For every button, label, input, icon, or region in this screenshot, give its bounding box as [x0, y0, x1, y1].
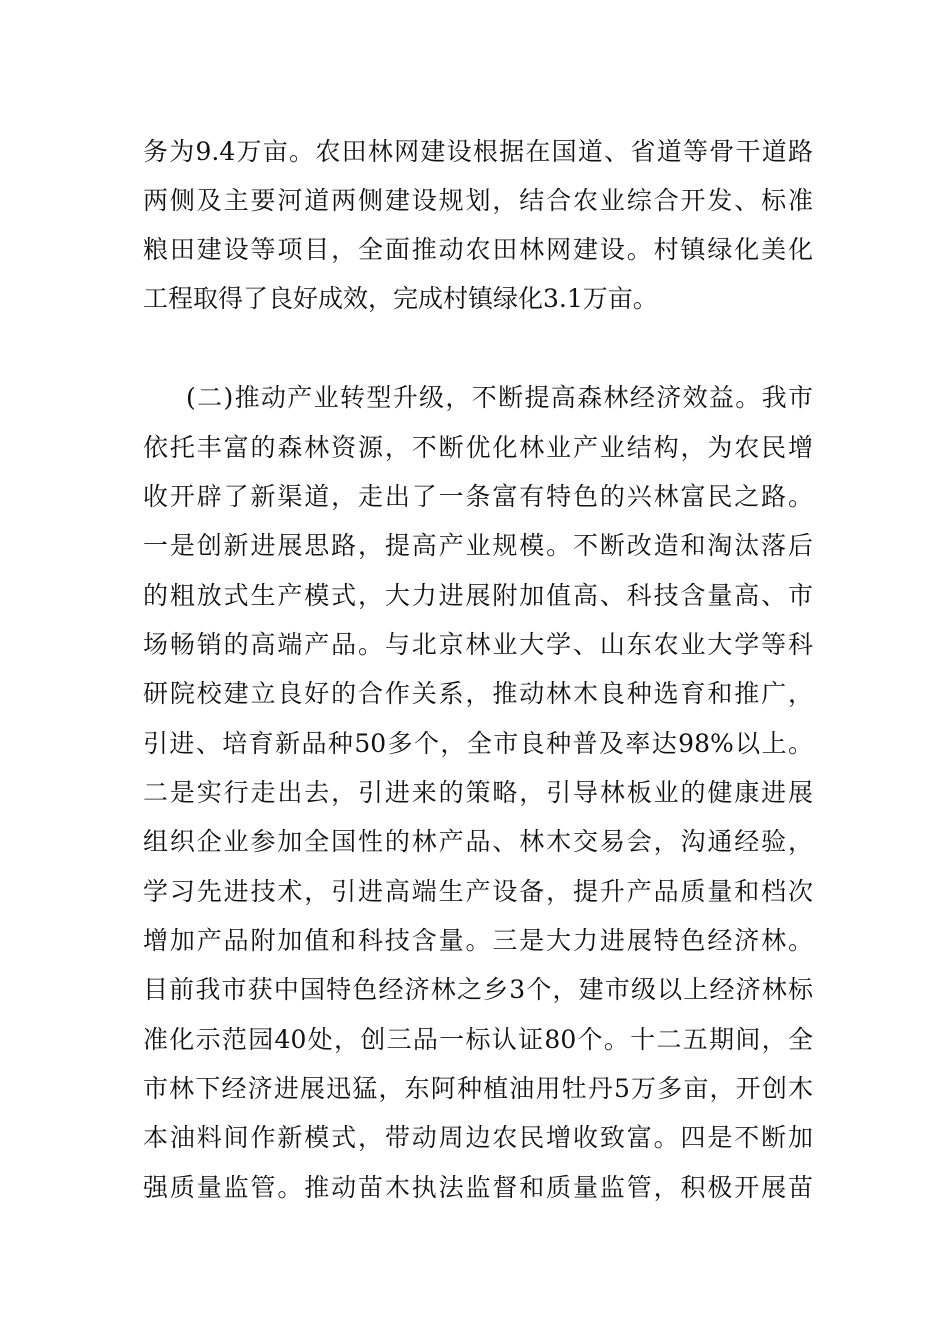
- paragraph-line: 引进、培育新品种50多个，全市良种普及率达98%以上。: [143, 729, 813, 758]
- paragraph-line: 收开辟了新渠道，走出了一条富有特色的兴林富民之路。: [143, 482, 813, 511]
- paragraph-line: 二是实行走出去，引进来的策略，引导林板业的健康进展: [143, 778, 813, 807]
- paragraph-line: 一是创新进展思路，提高产业规模。不断改造和淘汰落后: [143, 531, 813, 560]
- paragraph-line: 务为9.4万亩。农田林网建设根据在国道、省道等骨干道路: [143, 137, 813, 166]
- paragraph-line: 强质量监管。推动苗木执法监督和质量监管，积极开展苗: [143, 1173, 813, 1202]
- paragraph-line: 两侧及主要河道两侧建设规划，结合农业综合开发、标准: [143, 186, 813, 215]
- paragraph-line: 工程取得了良好成效，完成村镇绿化3.1万亩。: [143, 284, 658, 313]
- paragraph-line: (二)推动产业转型升级，不断提高森林经济效益。我市: [186, 383, 813, 412]
- paragraph-line: 本油料间作新模式，带动周边农民增收致富。四是不断加: [143, 1123, 813, 1152]
- paragraph-line: 依托丰富的森林资源，不断优化林业产业结构，为农民增: [143, 433, 813, 462]
- paragraph-line: 目前我市获中国特色经济林之乡3个，建市级以上经济林标: [143, 975, 813, 1004]
- paragraph-line: 增加产品附加值和科技含量。三是大力进展特色经济林。: [143, 926, 813, 955]
- paragraph-line: 研院校建立良好的合作关系，推动林木良种选育和推广，: [143, 679, 813, 708]
- paragraph-line: 的粗放式生产模式，大力进展附加值高、科技含量高、市: [143, 581, 813, 610]
- paragraph-line: 学习先进技术，引进高端生产设备，提升产品质量和档次: [143, 877, 813, 906]
- paragraph-line: 准化示范园40处，创三品一标认证80个。十二五期间，全: [143, 1025, 813, 1054]
- paragraph-line: 市林下经济进展迅猛，东阿种植油用牡丹5万多亩，开创木: [143, 1074, 813, 1103]
- paragraph-line: 组织企业参加全国性的林产品、林木交易会，沟通经验，: [143, 827, 813, 856]
- paragraph-line: 粮田建设等项目，全面推动农田林网建设。村镇绿化美化: [143, 235, 813, 264]
- paragraph-line: 场畅销的高端产品。与北京林业大学、山东农业大学等科: [143, 630, 813, 659]
